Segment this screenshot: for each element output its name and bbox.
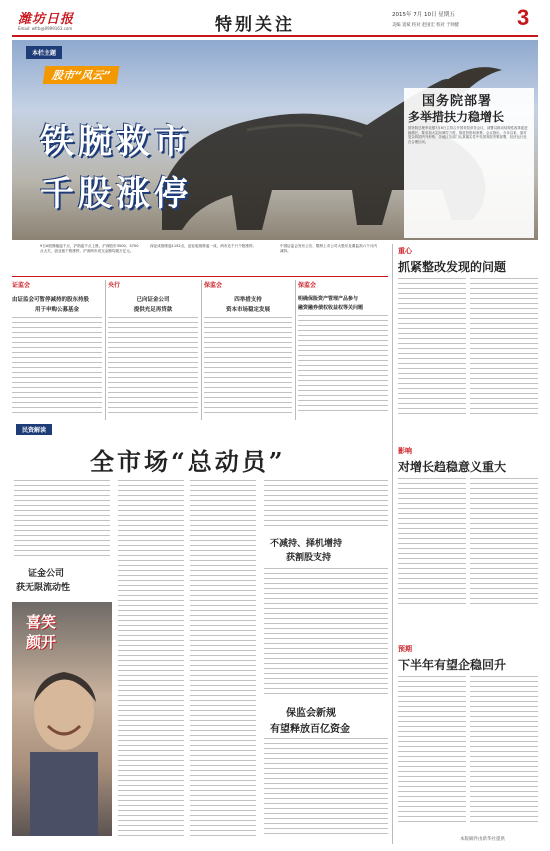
mid-column-sub: 资本市场稳定发展 — [225, 307, 270, 313]
sidebar-article-2 — [398, 478, 538, 608]
feature-body: 国务院总理李克强7月8日主持召开国务院常务会议，部署以推动结构性改革促进稳增长，要求加大定向调控力度，推进投资和消费。会议指出，今年以来，面对复杂的国内外形势，各地区各部门认真落实党中央国务院决策部署，经济运行处在合理区间。 — [408, 126, 528, 144]
editor-line: 美编 窦斌 校对 赵国宏 校对 于帅健 — [392, 23, 459, 28]
smiling-man-photo — [12, 602, 112, 836]
mid-column-source: 保监会 — [204, 282, 223, 289]
sidebar-tag-1: 重心 — [398, 247, 412, 255]
footer-credit: 本版稿件由新华社提供 — [460, 837, 505, 842]
newspaper-logo: 潍坊日报 — [18, 12, 75, 27]
section-two-sub-mid-1: 不减持、择机增持 — [270, 539, 343, 549]
section-two-tag: 民资解读 — [16, 424, 52, 435]
section-two-sub-mid2-2: 有望释放百亿资金 — [270, 724, 350, 735]
banner-tag: 本栏主题 — [26, 46, 62, 59]
sidebar-headline-1: 抓紧整改发现的问题 — [398, 260, 507, 274]
sidebar-tag-3: 预期 — [398, 645, 412, 653]
masthead — [0, 0, 550, 36]
masthead-rule — [12, 35, 538, 37]
photo-caption: 喜笑颜开 — [26, 613, 57, 651]
mid-column-sub: 用于申购公募基金 — [34, 307, 79, 313]
banner-caption-mid: 深证成指涨逾1152点，创业板指涨逾一成，两市近千只个股涨停。 — [150, 244, 257, 248]
section-two-sub-mid2-1: 保监会新规 — [286, 708, 336, 719]
mid-column-2 — [108, 280, 198, 420]
mid-column-4 — [298, 280, 388, 420]
feature-box — [404, 88, 534, 238]
section-two-sub-left-2: 获无限流动性 — [16, 583, 71, 593]
banner-caption-right: 中国证监会发布公告，限制上市公司大股东及董监高六个月内减持。 — [280, 244, 378, 253]
banner-headline-2: 千股涨停 — [40, 174, 192, 214]
mid-column-title: 已向证金公司 — [136, 297, 170, 303]
sidebar-divider — [392, 244, 393, 844]
section-title: 特别关注 — [215, 15, 295, 35]
sidebar-article-3 — [398, 676, 538, 826]
banner-headline-1: 铁腕救市 — [40, 122, 192, 162]
sidebar-article-1 — [398, 278, 538, 418]
banner-caption-left: 9日A股涨幅逾千点，沪指逾千点上涨，沪深股市3500、3700点大关，创业板个股涨停，沪深两市成交金额均破万亿元。 — [40, 244, 139, 253]
section-two-sub-left-1: 证金公司 — [28, 569, 65, 579]
page-number: 3 — [517, 5, 530, 30]
section-two-body-mid — [118, 480, 258, 836]
mid-column-3 — [204, 280, 292, 420]
sidebar-tag-2: 影响 — [398, 447, 412, 455]
section-two-col-mid2 — [264, 480, 388, 836]
date-line: 2015年 7月 10日 星期五 — [392, 12, 455, 18]
sidebar-headline-3: 下半年有望企稳回升 — [398, 658, 507, 672]
section-two-body-left — [14, 480, 110, 560]
mid-column-sub: 融资融券债权收益权等关问题 — [298, 305, 364, 311]
section-two-headline: 全市场“总动员” — [90, 447, 286, 476]
mid-column-title: 四举措支持 — [234, 297, 262, 303]
section-two-sub-mid-2: 获割股支持 — [286, 553, 332, 563]
mid-columns — [12, 280, 388, 420]
mid-column-sub: 提供充足再贷款 — [133, 307, 173, 313]
sidebar-headline-2: 对增长趋稳意义重大 — [398, 460, 507, 474]
banner-kicker: 股市“风云” — [43, 66, 120, 84]
feature-title-2: 多举措扶力稳增长 — [408, 110, 505, 124]
mid-column-title: 明确保险资产管理产品参与 — [298, 296, 359, 302]
email-line: Email: wfrb@0999163.com — [18, 26, 73, 31]
mid-column-source: 证监会 — [12, 282, 31, 289]
mid-rule-top — [12, 276, 388, 277]
mid-column-title: 由证监会可暂停减持的股东持股 — [12, 297, 90, 303]
mid-column-source: 保监会 — [298, 282, 317, 289]
mid-column-1 — [12, 280, 102, 420]
feature-title-1: 国务院部署 — [422, 94, 493, 109]
mid-column-source: 央行 — [108, 282, 121, 289]
